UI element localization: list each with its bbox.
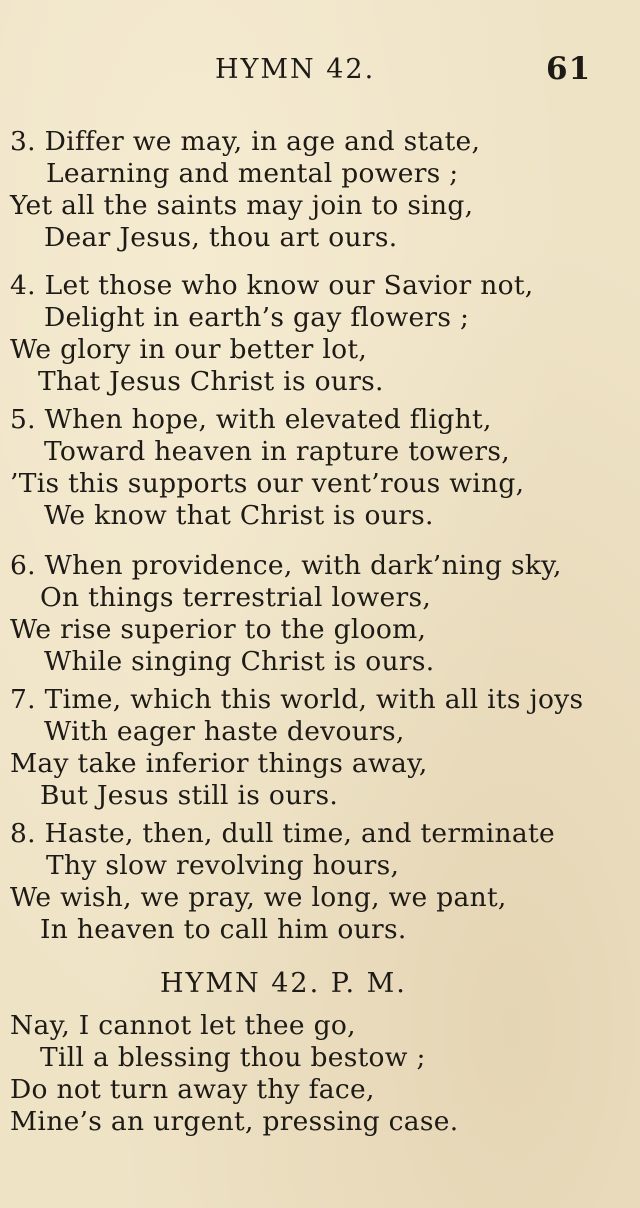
verse-line: Delight in earth’s gay flowers ; [44, 302, 470, 333]
verse-line: 7. Time, which this world, with all its joys [10, 684, 584, 715]
verse-line: Dear Jesus, thou art ours. [44, 222, 398, 253]
verse-line: May take inferior things away, [10, 748, 428, 779]
verse-line: That Jesus Christ is ours. [38, 366, 384, 397]
verse-line: 4. Let those who know our Savior not, [10, 270, 534, 301]
verse-line: Nay, I cannot let thee go, [10, 1010, 356, 1041]
verse-line: But Jesus still is ours. [40, 780, 339, 811]
verse-line: Toward heaven in rapture towers, [44, 436, 510, 467]
verse-line: While singing Christ is ours. [44, 646, 435, 677]
verse-line: We rise superior to the gloom, [10, 614, 427, 645]
verse-line: 3. Differ we may, in age and state, [10, 126, 481, 157]
verse-line: Mine’s an urgent, pressing case. [10, 1106, 459, 1137]
verse-line: Till a blessing thou bestow ; [40, 1042, 426, 1073]
page-header [0, 51, 640, 94]
verse-line: 6. When providence, with dark’ning sky, [10, 550, 562, 581]
verse-line: 8. Haste, then, dull time, and terminate [10, 818, 555, 849]
verse-line: Learning and mental powers ; [46, 158, 459, 189]
running-title: HYMN 42. [215, 54, 376, 85]
verse-line: We glory in our better lot, [10, 334, 368, 365]
verse-line: Do not turn away thy face, [10, 1074, 375, 1105]
verse-line: Yet all the saints may join to sing, [10, 190, 474, 221]
verse-line: With eager haste devours, [44, 716, 405, 747]
hymn-heading: HYMN 42. P. M. [160, 968, 407, 999]
verse-line: In heaven to call him ours. [40, 914, 407, 945]
verse-line: We wish, we pray, we long, we pant, [10, 882, 507, 913]
page-number: 61 [546, 51, 592, 87]
verse-line: We know that Christ is ours. [44, 500, 434, 531]
verse-line: Thy slow revolving hours, [46, 850, 400, 881]
verse-line: 5. When hope, with elevated flight, [10, 404, 492, 435]
verse-line: ’Tis this supports our vent’rous wing, [10, 468, 525, 499]
verse-line: On things terrestrial lowers, [40, 582, 432, 613]
